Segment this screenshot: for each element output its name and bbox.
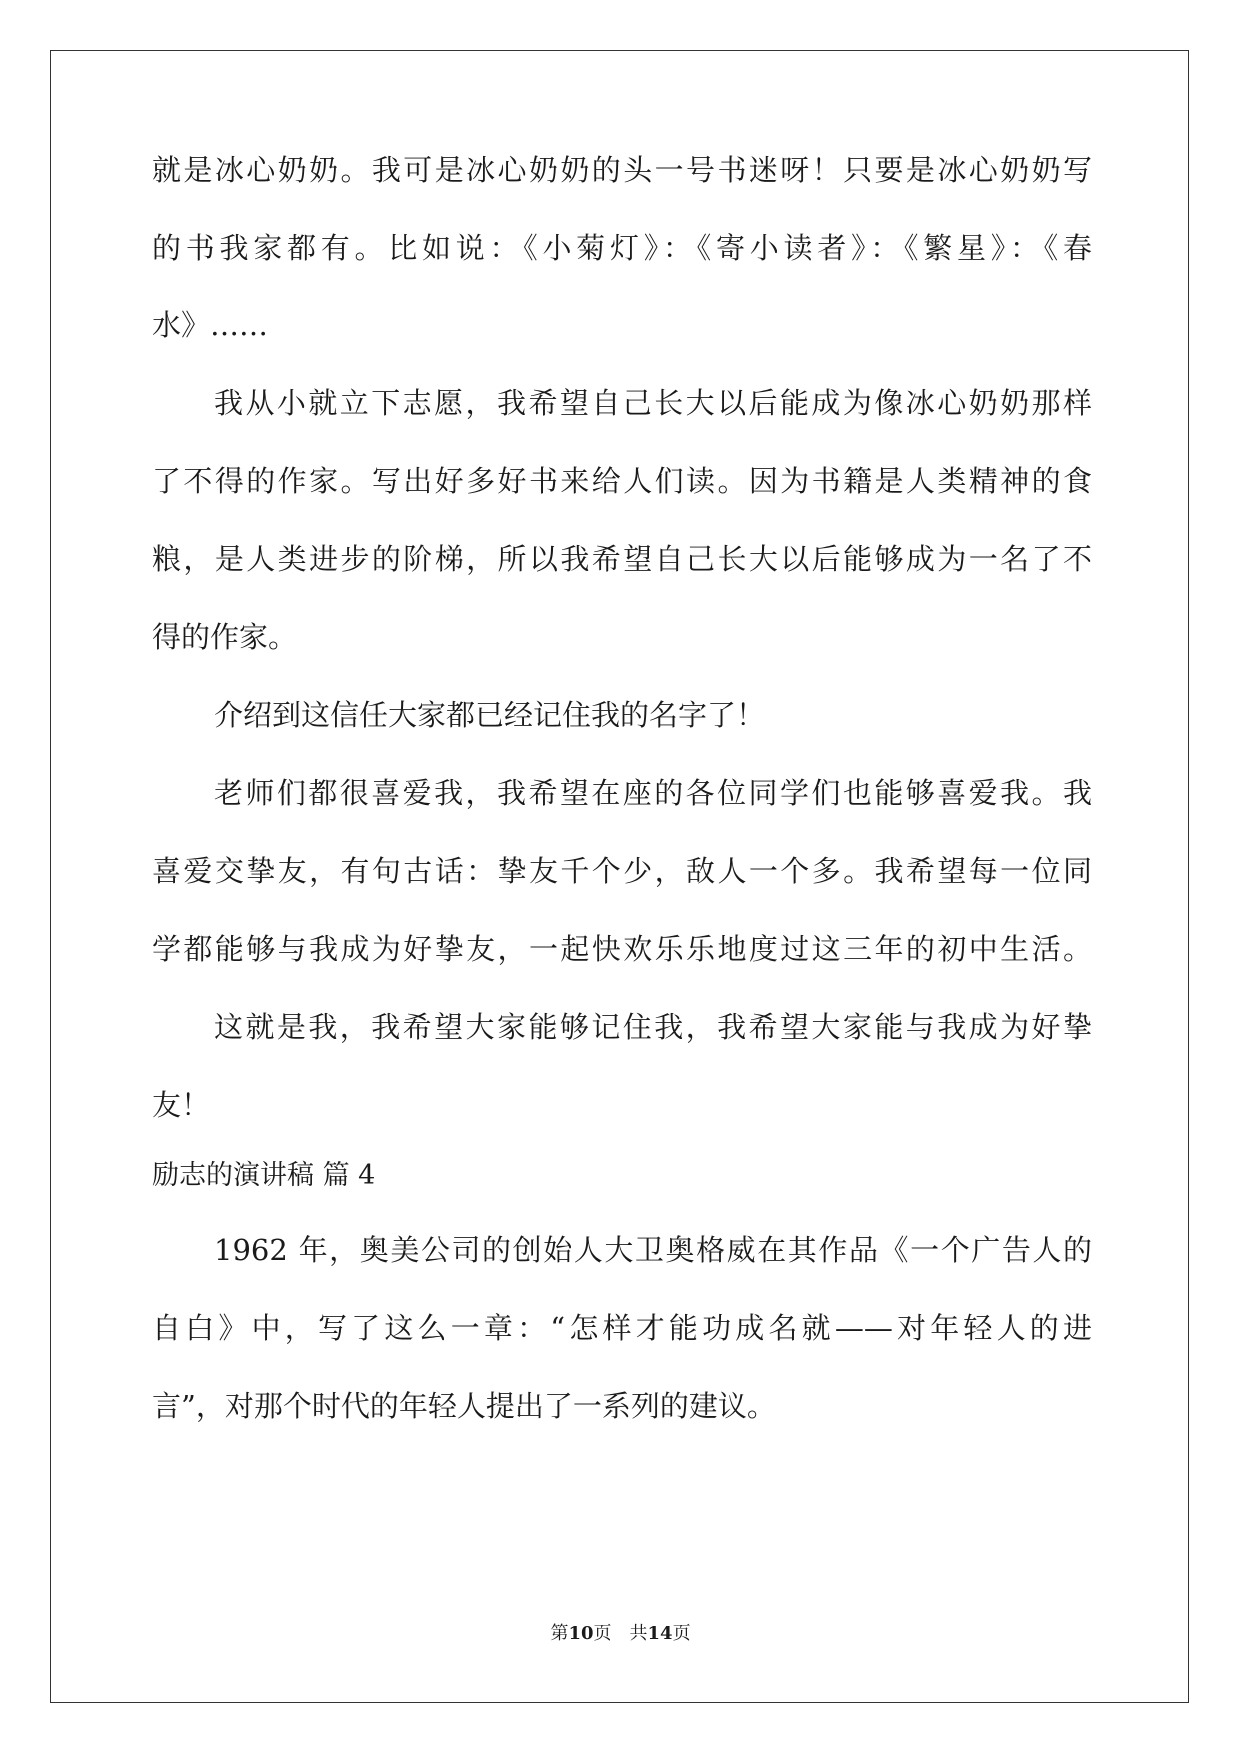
paragraph-first-line: 介绍到这信任大家都已经记住我的名字了！ <box>214 698 766 732</box>
footer-suffix: 页 <box>672 1623 691 1644</box>
current-page-number: 10 <box>568 1623 594 1644</box>
paragraph-first-line: 我从小就立下志愿，我希望自己长大以后能成为像冰心奶奶那样 <box>214 386 1092 420</box>
text-line: 自白》中，写了这么一章：“怎样才能功成名就——对年轻人的进 <box>152 1311 1092 1345</box>
paragraph-first-line: 这就是我，我希望大家能够记住我，我希望大家能与我成为好挚 <box>214 1010 1092 1044</box>
text-line: 粮，是人类进步的阶梯，所以我希望自己长大以后能够成为一名了不 <box>152 542 1092 576</box>
text-line: 了不得的作家。写出好多好书来给人们读。因为书籍是人类精神的食 <box>152 464 1092 498</box>
page-footer <box>0 1622 1241 1646</box>
footer-prefix: 第 <box>550 1623 569 1644</box>
paragraph-first-line: 1962 年，奥美公司的创始人大卫奥格威在其作品《一个广告人的 <box>214 1233 1092 1267</box>
total-pages-number: 14 <box>647 1623 673 1644</box>
text-line: 学都能够与我成为好挚友，一起快欢乐乐地度过这三年的初中生活。 <box>152 932 1092 966</box>
text-line: 喜爱交挚友，有句古话：挚友千个少，敌人一个多。我希望每一位同 <box>152 854 1092 888</box>
paragraph-first-line: 老师们都很喜爱我，我希望在座的各位同学们也能够喜爱我。我 <box>214 776 1092 810</box>
text-line: 水》…… <box>152 308 269 342</box>
section-heading: 励志的演讲稿 篇 4 <box>152 1160 376 1191</box>
footer-middle: 页 共 <box>593 1623 648 1644</box>
text-line: 得的作家。 <box>152 620 298 654</box>
text-line: 就是冰心奶奶。我可是冰心奶奶的头一号书迷呀！只要是冰心奶奶写 <box>152 153 1092 187</box>
text-line: 言”，对那个时代的年轻人提出了一系列的建议。 <box>152 1389 776 1423</box>
text-line: 的书我家都有。比如说：《小菊灯》：《寄小读者》：《繁星》：《春 <box>152 231 1092 265</box>
text-line: 友！ <box>152 1088 211 1122</box>
